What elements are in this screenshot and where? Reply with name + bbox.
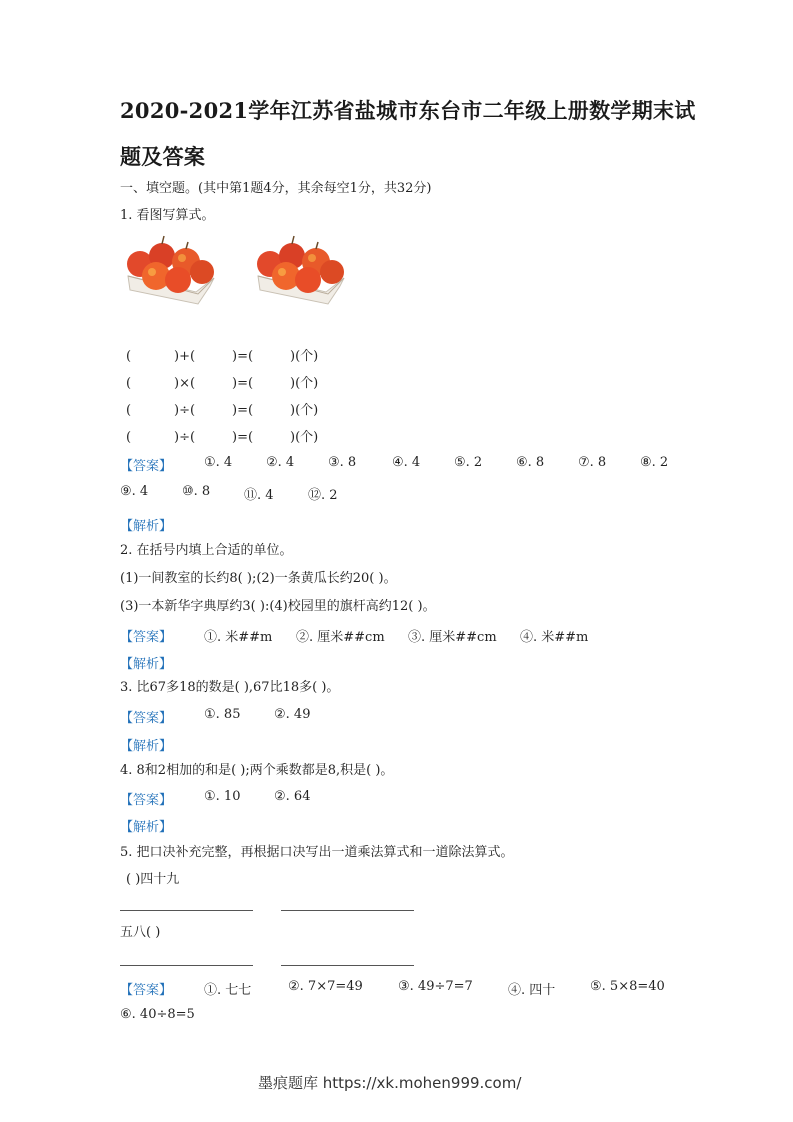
answer: ④. 4 — [392, 455, 421, 470]
answer: ①. 85 — [204, 707, 241, 722]
operator: )÷( — [174, 403, 196, 418]
analysis-tag: 【解析】 — [120, 519, 173, 534]
answer: ⑤. 5×8=40 — [590, 979, 665, 994]
answer: ⑩. 8 — [182, 484, 211, 499]
operator: )=( — [232, 430, 254, 445]
question-1: 1. 看图写算式。 — [120, 208, 215, 223]
equation-row-4 — [126, 426, 318, 445]
answer-blank-line — [120, 910, 253, 911]
page-title-line1: 2020-2021学年江苏省盐城市东台市二年级上册数学期末试 — [120, 98, 696, 123]
answer-tag: 【答案】 — [120, 630, 173, 645]
answer: ①. 4 — [204, 455, 233, 470]
question-5: 5. 把口决补充完整，再根据口决写出一道乘法算式和一道除法算式。 — [120, 845, 514, 860]
footer-watermark: 墨痕题库 https://xk.mohen999.com/ — [258, 1074, 522, 1092]
operator: )=( — [232, 349, 254, 364]
answer: ⑪. 4 — [244, 488, 274, 503]
paren: ( — [126, 349, 132, 364]
question-3: 3. 比67多18的数是( ),67比18多( )。 — [120, 680, 340, 695]
answer: ⑧. 2 — [640, 455, 669, 470]
paren: ( — [126, 403, 132, 418]
answer-tag: 【答案】 — [120, 983, 173, 998]
equation-row-3 — [126, 399, 318, 418]
answer: ②. 7×7=49 — [288, 979, 363, 994]
answer-blank-line — [281, 910, 414, 911]
operator: )=( — [232, 403, 254, 418]
question-5-line2: 五八( ) — [120, 925, 161, 940]
answer: ⑥. 8 — [516, 455, 545, 470]
section-heading: 一、填空题。(其中第1题4分，其余每空1分，共32分) — [120, 181, 432, 196]
question-2-line2: (3)一本新华字典厚约3( ):(4)校园里的旗杆高约12( )。 — [120, 599, 436, 614]
unit: )(个) — [290, 430, 319, 445]
answer: ⑨. 4 — [120, 484, 149, 499]
equation-row-1 — [126, 345, 318, 364]
equation-row-2 — [126, 372, 318, 391]
question-2-line1: (1)一间教室的长约8( );(2)一条黄瓜长约20( )。 — [120, 571, 397, 586]
operator: )÷( — [174, 430, 196, 445]
question-2: 2. 在括号内填上合适的单位。 — [120, 543, 293, 558]
unit: )(个) — [290, 403, 319, 418]
unit: )(个) — [290, 349, 319, 364]
answer: ③. 49÷7=7 — [398, 979, 473, 994]
operator: )×( — [174, 376, 196, 391]
answer: ⑥. 40÷8=5 — [120, 1007, 195, 1022]
question-5-line1: ( )四十九 — [126, 872, 180, 887]
answer: ①. 米##m — [204, 630, 273, 645]
answer: ⑤. 2 — [454, 455, 483, 470]
answer: ②. 4 — [266, 455, 295, 470]
apple-basket-icon — [118, 232, 218, 307]
answer: ①. 10 — [204, 789, 241, 804]
answer: ①. 七七 — [204, 983, 252, 998]
answer: ②. 厘米##cm — [296, 630, 385, 645]
answer: ②. 64 — [274, 789, 311, 804]
answer: ④. 四十 — [508, 983, 556, 998]
answer: ④. 米##m — [520, 630, 589, 645]
answer-blank-line — [281, 965, 414, 966]
page-title-line2: 题及答案 — [120, 144, 206, 169]
answer: ②. 49 — [274, 707, 311, 722]
analysis-tag: 【解析】 — [120, 739, 173, 754]
operator: )=( — [232, 376, 254, 391]
answer-blank-line — [120, 965, 253, 966]
operator: )+( — [174, 349, 196, 364]
question-4: 4. 8和2相加的和是( );两个乘数都是8,积是( )。 — [120, 763, 394, 778]
analysis-tag: 【解析】 — [120, 820, 173, 835]
answer: ⑫. 2 — [308, 488, 338, 503]
paren: ( — [126, 430, 132, 445]
answer-tag: 【答案】 — [120, 793, 173, 808]
analysis-tag: 【解析】 — [120, 657, 173, 672]
answer-tag: 【答案】 — [120, 459, 173, 474]
unit: )(个) — [290, 376, 319, 391]
answer: ⑦. 8 — [578, 455, 607, 470]
paren: ( — [126, 376, 132, 391]
answer: ③. 8 — [328, 455, 357, 470]
answer: ③. 厘米##cm — [408, 630, 497, 645]
answer-tag: 【答案】 — [120, 711, 173, 726]
apple-basket-icon — [248, 232, 348, 307]
